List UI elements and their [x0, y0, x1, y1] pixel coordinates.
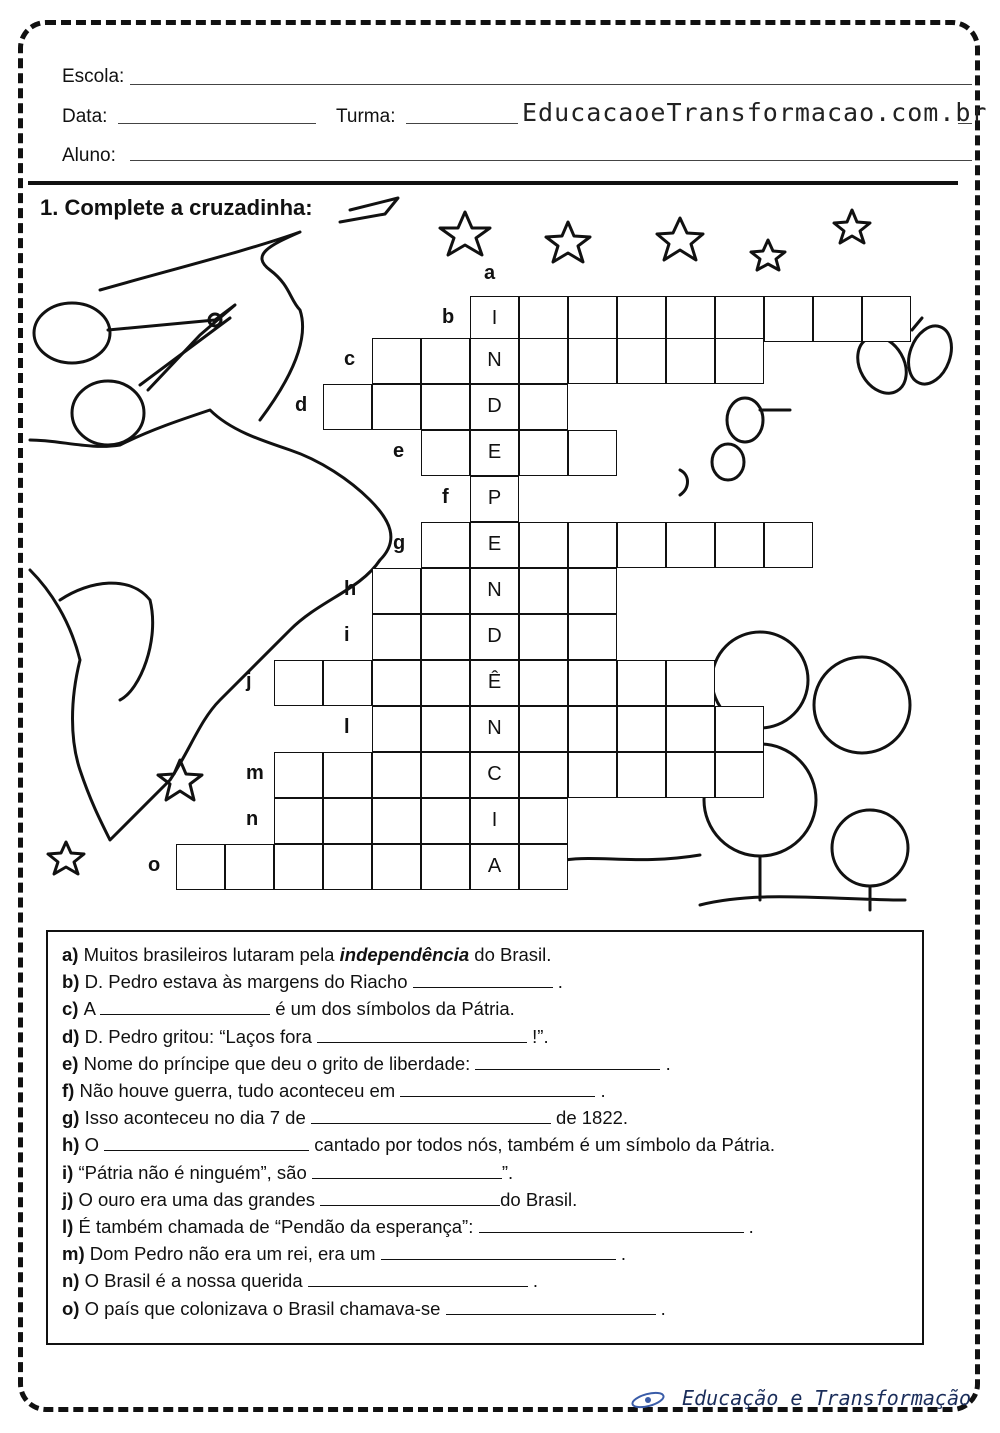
crossword-cell[interactable] — [421, 614, 470, 660]
clue-text: O — [84, 1134, 105, 1156]
clue-text: Nome do príncipe que deu o grito de liberdade: — [83, 1052, 476, 1074]
crossword-cell[interactable] — [519, 752, 568, 798]
clue-text: Não houve guerra, tudo aconteceu em — [79, 1080, 401, 1101]
crossword-cell[interactable] — [519, 844, 568, 890]
crossword-cell[interactable] — [568, 706, 617, 752]
clue-key: g) — [62, 1107, 85, 1129]
crossword-cell[interactable] — [715, 296, 764, 342]
crossword-cell[interactable] — [274, 660, 323, 706]
clue-text-end: ”. — [501, 1161, 514, 1183]
crossword-row-label: e — [393, 440, 405, 462]
clue-key: j) — [62, 1188, 79, 1210]
crossword-cell[interactable] — [372, 614, 421, 660]
clue-text: D. Pedro gritou: “Laços fora — [84, 1025, 317, 1047]
crossword-cell[interactable] — [715, 522, 764, 568]
clue-item — [62, 1053, 671, 1075]
clue-key: d) — [62, 1025, 85, 1047]
clue-answer-blank[interactable] — [475, 1055, 660, 1070]
crossword-cell[interactable] — [617, 522, 666, 568]
clue-text: D. Pedro estava às margens do Riacho — [84, 971, 413, 993]
clue-key: h) — [62, 1134, 85, 1156]
crossword-key-cell: Ê — [470, 660, 519, 706]
crossword-row-label: j — [246, 670, 252, 692]
crossword-cell[interactable] — [862, 296, 911, 342]
crossword-key-cell: D — [470, 384, 519, 430]
crossword-cell[interactable] — [323, 798, 372, 844]
crossword-key-cell: P — [470, 476, 519, 522]
crossword-cell[interactable] — [421, 706, 470, 752]
clue-key: l) — [62, 1216, 79, 1237]
clue-text-end: do Brasil. — [469, 944, 552, 965]
footer-brand — [630, 1386, 971, 1411]
crossword-cell[interactable] — [715, 338, 764, 384]
crossword-key-cell: A — [470, 844, 519, 890]
crossword-key-cell: C — [470, 752, 519, 798]
crossword-cell[interactable] — [617, 296, 666, 342]
crossword-cell[interactable] — [666, 522, 715, 568]
star-icon — [657, 218, 703, 260]
clue-text-end: é um dos símbolos da Pátria. — [270, 998, 515, 1020]
clue-key: b) — [62, 971, 85, 993]
crossword-cell[interactable] — [372, 384, 421, 430]
crossword-cell[interactable] — [666, 338, 715, 384]
crossword-key-cell: I — [470, 798, 519, 844]
site-watermark: EducacaoeTransformacao.com.br — [522, 98, 988, 127]
crossword-cell[interactable] — [225, 844, 274, 890]
crossword-cell[interactable] — [421, 660, 470, 706]
crossword-cell[interactable] — [323, 844, 372, 890]
clue-answer-blank[interactable] — [320, 1191, 500, 1206]
butterfly-icon — [680, 398, 790, 495]
crossword-key-cell: E — [470, 522, 519, 568]
orbit-logo-icon — [630, 1389, 670, 1411]
crossword-cell[interactable] — [274, 844, 323, 890]
crossword-cell[interactable] — [519, 384, 568, 430]
crossword-vertical-label: a — [484, 262, 496, 284]
clue-text-end: cantado por todos nós, também é um símbolo da Pátria. — [309, 1134, 775, 1156]
clue-emphasis: independência — [339, 944, 470, 965]
crossword-key-cell: D — [470, 614, 519, 660]
crossword-cell[interactable] — [617, 338, 666, 384]
clue-answer-blank[interactable] — [400, 1082, 595, 1097]
crossword-cell[interactable] — [421, 844, 470, 890]
crossword-row-label: b — [442, 306, 455, 328]
crossword-row-label: m — [246, 762, 264, 784]
crossword-cell[interactable] — [666, 752, 715, 798]
crossword-cell[interactable] — [274, 752, 323, 798]
crossword-cell[interactable] — [666, 296, 715, 342]
scissors-icon — [34, 303, 235, 445]
clue-key: i) — [62, 1161, 79, 1183]
crossword-cell[interactable] — [421, 752, 470, 798]
crossword-cell[interactable] — [372, 338, 421, 384]
crossword-cell[interactable] — [568, 430, 617, 476]
crossword-cell[interactable] — [519, 296, 568, 342]
clue-answer-blank[interactable] — [308, 1272, 528, 1287]
crossword-cell[interactable] — [568, 296, 617, 342]
crossword-cell[interactable] — [617, 752, 666, 798]
crossword-cell[interactable] — [323, 384, 372, 430]
star-icon — [834, 210, 870, 243]
clue-answer-blank[interactable] — [479, 1218, 744, 1233]
clue-text: O ouro era uma das grandes — [78, 1188, 321, 1210]
crossword-cell[interactable] — [421, 522, 470, 568]
crossword-cell[interactable] — [519, 430, 568, 476]
clue-answer-blank[interactable] — [381, 1245, 616, 1260]
crossword-cell[interactable] — [323, 752, 372, 798]
exercise-title: 1. Complete a cruzadinha: — [40, 195, 313, 220]
crossword-cell[interactable] — [323, 660, 372, 706]
crossword-cell[interactable] — [617, 706, 666, 752]
crossword-cell[interactable] — [617, 660, 666, 706]
crossword-cell[interactable] — [519, 338, 568, 384]
crossword-key-cell: I — [470, 296, 519, 342]
clue-text-end: . — [527, 1270, 539, 1292]
crossword-cell[interactable] — [372, 660, 421, 706]
clue-key: e) — [62, 1052, 84, 1074]
crossword-row-label: c — [344, 348, 356, 370]
crossword-cell[interactable] — [519, 706, 568, 752]
crossword-cell[interactable] — [666, 660, 715, 706]
clue-text: O Brasil é a nossa querida — [84, 1270, 308, 1292]
class-label: Turma: — [336, 106, 396, 127]
crossword-cell[interactable] — [421, 338, 470, 384]
crossword-cell[interactable] — [519, 522, 568, 568]
crossword-cell[interactable] — [176, 844, 225, 890]
footer-brand-text: Educação e Transformação — [682, 1386, 972, 1410]
clue-key: a) — [62, 944, 84, 965]
crossword-cell[interactable] — [372, 798, 421, 844]
clue-item — [62, 1243, 626, 1265]
crossword-cell[interactable] — [568, 614, 617, 660]
clue-item — [62, 1080, 606, 1102]
clue-text: “Pátria não é ninguém”, são — [78, 1161, 312, 1183]
crossword-cell[interactable] — [813, 296, 862, 342]
crossword-cell[interactable] — [568, 338, 617, 384]
crossword-row-label: o — [148, 854, 161, 876]
crossword-cell[interactable] — [568, 752, 617, 798]
clue-text-end: . — [660, 1052, 671, 1074]
clue-text: A — [83, 998, 101, 1020]
crossword-cell[interactable] — [519, 568, 568, 614]
crossword-row-label: n — [246, 808, 259, 830]
star-icon — [48, 842, 84, 874]
crossword-cell[interactable] — [715, 752, 764, 798]
clue-answer-blank[interactable] — [413, 973, 553, 988]
crossword-cell[interactable] — [274, 798, 323, 844]
clue-text-end: . — [595, 1080, 606, 1101]
crossword-cell[interactable] — [421, 798, 470, 844]
clue-text-end: do Brasil. — [500, 1188, 578, 1210]
crossword-cell[interactable] — [372, 844, 421, 890]
crossword-cell[interactable] — [372, 568, 421, 614]
clue-text: O país que colonizava o Brasil chamava-se — [84, 1297, 446, 1319]
crossword-key-cell: N — [470, 706, 519, 752]
crossword-key-cell: N — [470, 568, 519, 614]
crossword-cell[interactable] — [421, 384, 470, 430]
clue-text-end: . — [655, 1297, 666, 1319]
clue-item — [62, 1216, 754, 1238]
crossword-cell[interactable] — [568, 660, 617, 706]
student-label: Aluno: — [62, 145, 116, 166]
clue-answer-blank[interactable] — [104, 1136, 309, 1151]
crossword-key-cell: N — [470, 338, 519, 384]
crossword-cell[interactable] — [666, 706, 715, 752]
crossword-cell[interactable] — [519, 660, 568, 706]
star-icon — [440, 212, 490, 255]
crossword-cell[interactable] — [568, 522, 617, 568]
clue-answer-blank[interactable] — [317, 1028, 527, 1043]
date-label: Data: — [62, 106, 108, 127]
clue-answer-blank[interactable] — [446, 1300, 656, 1315]
crossword-cell[interactable] — [421, 430, 470, 476]
clues-box — [46, 930, 924, 1345]
crossword-row-label: l — [344, 716, 350, 738]
clue-text: É também chamada de “Pendão da esperança”: — [78, 1216, 479, 1237]
clue-text-end: . — [743, 1216, 754, 1237]
clue-item — [62, 1189, 577, 1211]
clue-answer-blank[interactable] — [312, 1164, 502, 1179]
crossword-row-label: f — [442, 486, 449, 508]
crossword-cell[interactable] — [764, 296, 813, 342]
clue-item — [62, 971, 563, 993]
clue-item — [62, 1134, 775, 1156]
clue-key: m) — [62, 1243, 90, 1265]
crossword-row-label: i — [344, 624, 350, 646]
clue-text: Isso aconteceu no dia 7 de — [84, 1107, 311, 1129]
crossword-cell[interactable] — [519, 798, 568, 844]
clue-answer-blank[interactable] — [100, 1000, 270, 1015]
crossword-cell[interactable] — [764, 522, 813, 568]
crossword-row-label: d — [295, 394, 308, 416]
clue-text: Dom Pedro não era um rei, era um — [89, 1243, 381, 1265]
clue-text: Muitos brasileiros lutaram pela — [83, 944, 340, 965]
crossword-row-label: g — [393, 532, 406, 554]
clue-item — [62, 1298, 666, 1320]
star-icon — [751, 240, 785, 270]
clue-key: f) — [62, 1080, 80, 1101]
crossword-row-label: h — [344, 578, 357, 600]
clue-item — [62, 1162, 513, 1184]
clue-answer-blank[interactable] — [311, 1109, 551, 1124]
star-icon — [546, 222, 590, 262]
clue-key: o) — [62, 1297, 85, 1319]
crossword-key-cell: E — [470, 430, 519, 476]
crossword-cell[interactable] — [715, 706, 764, 752]
crossword-cell[interactable] — [372, 752, 421, 798]
clue-item — [62, 1107, 628, 1129]
clue-key: n) — [62, 1270, 85, 1292]
clue-item — [62, 998, 515, 1020]
clue-key: c) — [62, 998, 84, 1020]
crossword-cell[interactable] — [568, 568, 617, 614]
crossword-cell[interactable] — [372, 706, 421, 752]
clue-item — [62, 1270, 538, 1292]
clue-text-end: de 1822. — [550, 1107, 629, 1129]
clue-item — [62, 944, 551, 966]
clue-text-end: . — [552, 971, 563, 993]
clue-item — [62, 1026, 549, 1048]
crossword-cell[interactable] — [421, 568, 470, 614]
crossword-cell[interactable] — [519, 614, 568, 660]
clue-text-end: . — [615, 1243, 627, 1265]
school-label: Escola: — [62, 66, 125, 87]
clue-text-end: !”. — [527, 1025, 549, 1047]
